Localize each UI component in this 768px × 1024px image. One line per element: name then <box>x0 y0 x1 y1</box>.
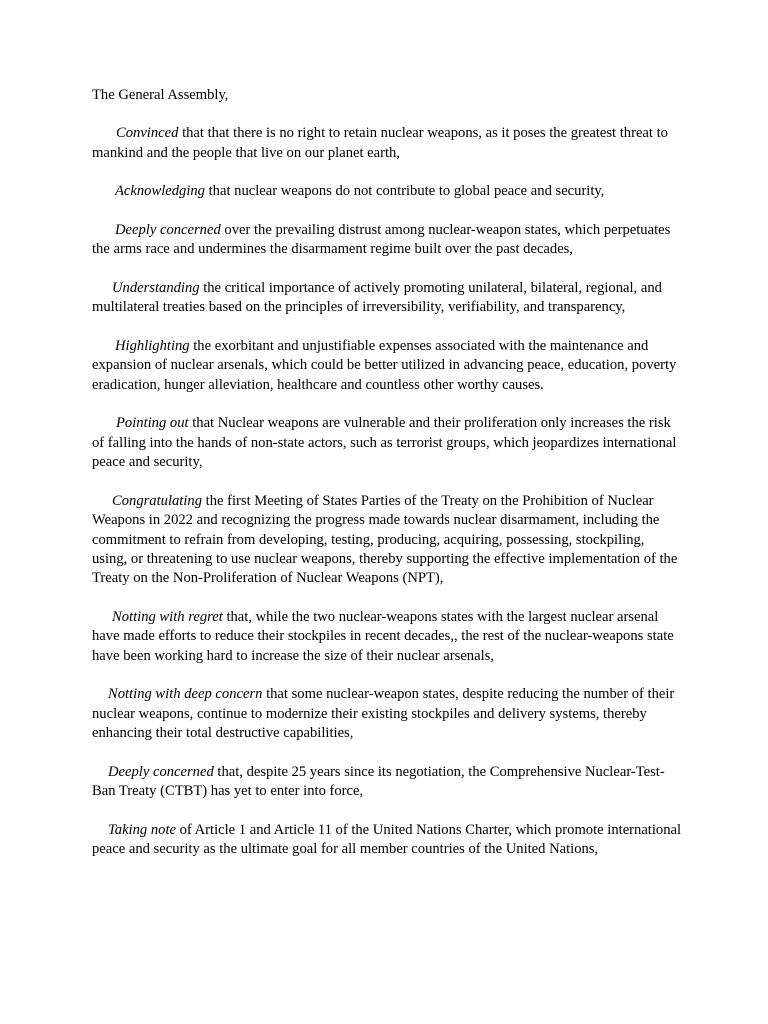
clause-lead: Deeply concerned <box>108 763 214 780</box>
clause-lead: Acknowledging <box>115 183 205 200</box>
clause-lead: Taking note <box>108 821 176 838</box>
preambular-clause <box>92 763 682 802</box>
preambular-clause <box>92 608 682 666</box>
preambular-clause <box>92 221 682 260</box>
preambular-clause <box>92 492 682 589</box>
clause-lead: Understanding <box>112 280 200 296</box>
clause-lead: Deeply concerned <box>115 222 221 238</box>
clause-body: the first Meeting of States Parties of the Treaty on the Prohibition of Nuclear Weapons in 2022 and recognizing the progress made towards nuclear disarmament, including the commitment to refrain from developing, testing, producing, acquiring, possessing, stockpiling, using, or threatening to use nuclear weapons, thereby supporting the effective implementation of the Treaty on the Non-Proliferation of Nuclear Weapons (NPT), <box>92 492 678 587</box>
opening-line: The General Assembly, <box>92 87 229 103</box>
clause-body: the exorbitant and unjustifiable expenses associated with the maintenance and expansion of nuclear arsenals, which could be better utilized in advancing peace, education, poverty eradication, hunger alleviation, healthcare and countless other worthy causes. <box>92 338 677 393</box>
preambular-clause <box>92 124 682 163</box>
clause-body: the critical importance of actively promoting unilateral, bilateral, regional, and multilateral treaties based on the principles of irreversibility, verifiability, and transparency, <box>92 280 662 316</box>
clause-body: of Article 1 and Article 11 of the United Nations Charter, which promote international peace and security as the ultimate goal for all member countries of the United Nations, <box>92 821 682 858</box>
clause-body: over the prevailing distrust among nuclear-weapon states, which perpetuates the arms race and undermines the disarmament regime built over the past decades, <box>92 222 671 258</box>
preambular-clause <box>92 414 682 472</box>
clause-body: that Nuclear weapons are vulnerable and their proliferation only increases the risk of falling into the hands of non-state actors, such as terrorist groups, which jeopardizes international peace and security, <box>92 415 677 471</box>
preambular-clause <box>92 279 682 318</box>
preambular-clause <box>92 182 682 201</box>
clause-body: that, despite 25 years since its negotiation, the Comprehensive Nuclear-Test-Ban Treaty (CTBT) has yet to enter into force, <box>92 763 665 800</box>
clause-lead: Notting with deep concern <box>108 686 263 703</box>
preambular-clause <box>92 821 682 860</box>
clause-lead: Notting with regret <box>112 609 223 626</box>
clause-lead: Highlighting <box>115 338 190 354</box>
clause-body: that some nuclear-weapon states, despite reducing the number of their nuclear weapons, continue to modernize their existing stockpiles and delivery systems, thereby enhancing their total destructive capabilities, <box>92 686 675 742</box>
clause-lead: Pointing out <box>116 415 189 432</box>
clause-body: that nuclear weapons do not contribute to global peace and security, <box>204 183 605 200</box>
resolution-text <box>92 86 682 879</box>
clause-lead: Congratulating <box>112 492 203 509</box>
clause-body: that, while the two nuclear-weapons states with the largest nuclear arsenal have made efforts to reduce their stockpiles in recent decades,, the rest of the nuclear-weapons state have been working hard to increase the size of their nuclear arsenals, <box>92 609 674 664</box>
clause-body: that that there is no right to retain nuclear weapons, as it poses the greatest threat to mankind and the people that live on our planet earth, <box>92 125 668 161</box>
clause-lead: Convinced <box>116 125 179 142</box>
preambular-clause <box>92 337 682 395</box>
preambular-clause <box>92 685 682 743</box>
